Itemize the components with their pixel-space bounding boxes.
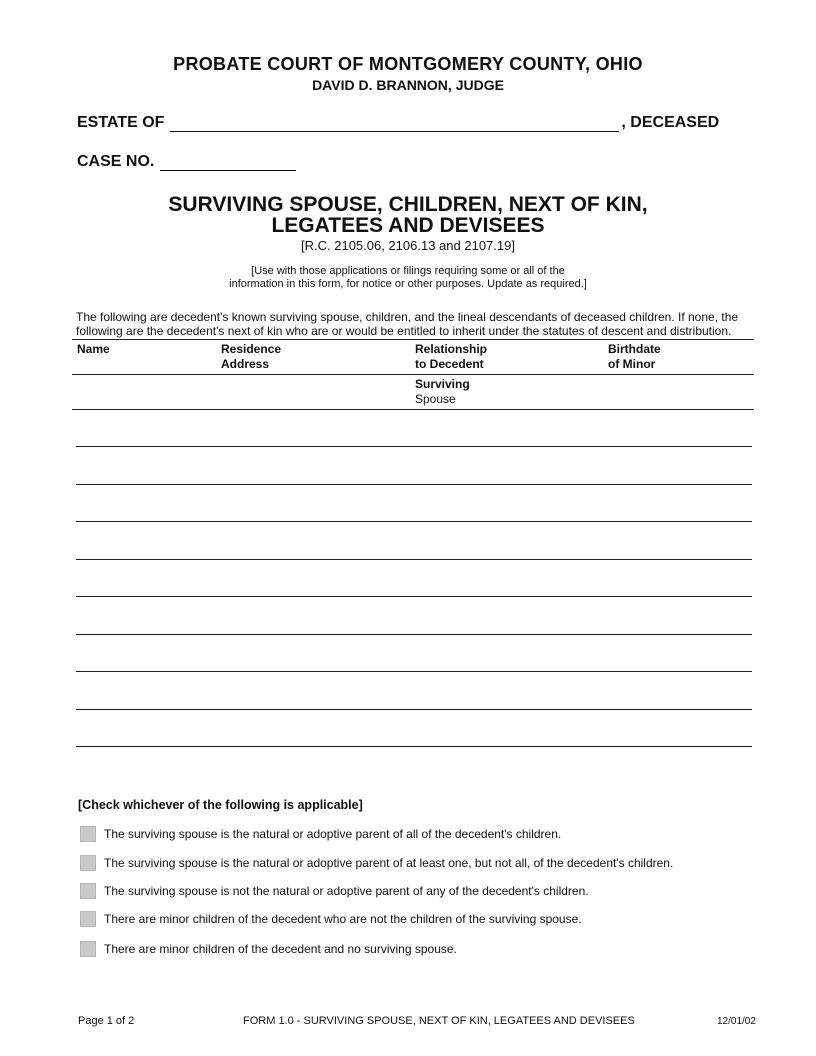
check-item[interactable] xyxy=(80,911,582,927)
table-spouse-rule xyxy=(72,409,754,410)
form-title-line2: LEGATEES AND DEVISEES xyxy=(271,214,545,237)
table-row[interactable] xyxy=(76,709,752,710)
check-item[interactable] xyxy=(80,883,589,899)
footer-date: 12/01/02 xyxy=(717,1016,756,1027)
spouse-row-label: Surviving Spouse xyxy=(415,377,470,406)
case-number-field[interactable] xyxy=(160,156,296,171)
intro-paragraph: The following are decedent's known surviving spouse, children, and the lineal descendants of deceased children. If none, the following are the decedent's next of kin who are or would be entitled to inherit under the statutes of descent and distribution. xyxy=(76,310,739,338)
estate-label: ESTATE OF xyxy=(77,114,165,131)
use-note xyxy=(0,265,816,291)
table-row[interactable] xyxy=(76,596,752,597)
col-header-name: Name xyxy=(77,342,110,356)
table-row[interactable] xyxy=(76,671,752,672)
checkbox[interactable] xyxy=(80,911,96,927)
form-title xyxy=(0,194,816,236)
check-item-label: The surviving spouse is the natural or adoptive parent of at least one, but not all, of the decedent's children. xyxy=(104,856,674,870)
checklist-header: [Check whichever of the following is applicable] xyxy=(78,798,363,812)
use-note-line2: information in this form, for notice or other purposes. Update as required.] xyxy=(229,278,587,290)
col-header-birthdate: Birthdate of Minor xyxy=(608,342,661,371)
table-row[interactable] xyxy=(76,634,752,635)
checkbox[interactable] xyxy=(80,883,96,899)
table-row[interactable] xyxy=(76,484,752,485)
col-header-relationship: Relationship to Decedent xyxy=(415,342,488,371)
judge-name: DAVID D. BRANNON, JUDGE xyxy=(312,77,504,93)
table-row[interactable] xyxy=(76,446,752,447)
footer-page: Page 1 of 2 xyxy=(78,1015,135,1027)
table-top-rule xyxy=(72,339,754,340)
estate-name-field[interactable] xyxy=(170,117,619,132)
form-title-line1: SURVIVING SPOUSE, CHILDREN, NEXT OF KIN, xyxy=(168,193,648,216)
check-item-label: The surviving spouse is the natural or adoptive parent of all of the decedent's children. xyxy=(104,827,562,841)
col-header-residence: Residence Address xyxy=(221,342,282,371)
checkbox[interactable] xyxy=(80,826,96,842)
table-row[interactable] xyxy=(76,559,752,560)
statute-reference: [R.C. 2105.06, 2106.13 and 2107.19] xyxy=(301,238,515,253)
estate-row xyxy=(77,114,719,132)
footer-form-name: FORM 1.0 - SURVIVING SPOUSE, NEXT OF KIN, LEGATEES AND DEVISEES xyxy=(243,1015,635,1027)
use-note-line1: [Use with those applications or filings requiring some or all of the xyxy=(251,265,565,277)
checkbox[interactable] xyxy=(80,855,96,871)
check-item[interactable] xyxy=(80,855,673,871)
table-header-rule xyxy=(72,374,754,375)
check-item[interactable] xyxy=(80,826,561,842)
table-row[interactable] xyxy=(76,521,752,522)
checkbox[interactable] xyxy=(80,941,96,957)
court-title: PROBATE COURT OF MONTGOMERY COUNTY, OHIO xyxy=(173,54,643,74)
check-item[interactable] xyxy=(80,941,457,957)
check-item-label: There are minor children of the decedent and no surviving spouse. xyxy=(104,942,457,956)
table-row[interactable] xyxy=(76,746,752,747)
check-item-label: The surviving spouse is not the natural or adoptive parent of any of the decedent's children. xyxy=(104,884,589,898)
case-label: CASE NO. xyxy=(77,153,155,170)
check-item-label: There are minor children of the decedent who are not the children of the surviving spouse. xyxy=(104,912,582,926)
deceased-label: , DECEASED xyxy=(621,114,720,131)
case-row xyxy=(77,153,296,171)
